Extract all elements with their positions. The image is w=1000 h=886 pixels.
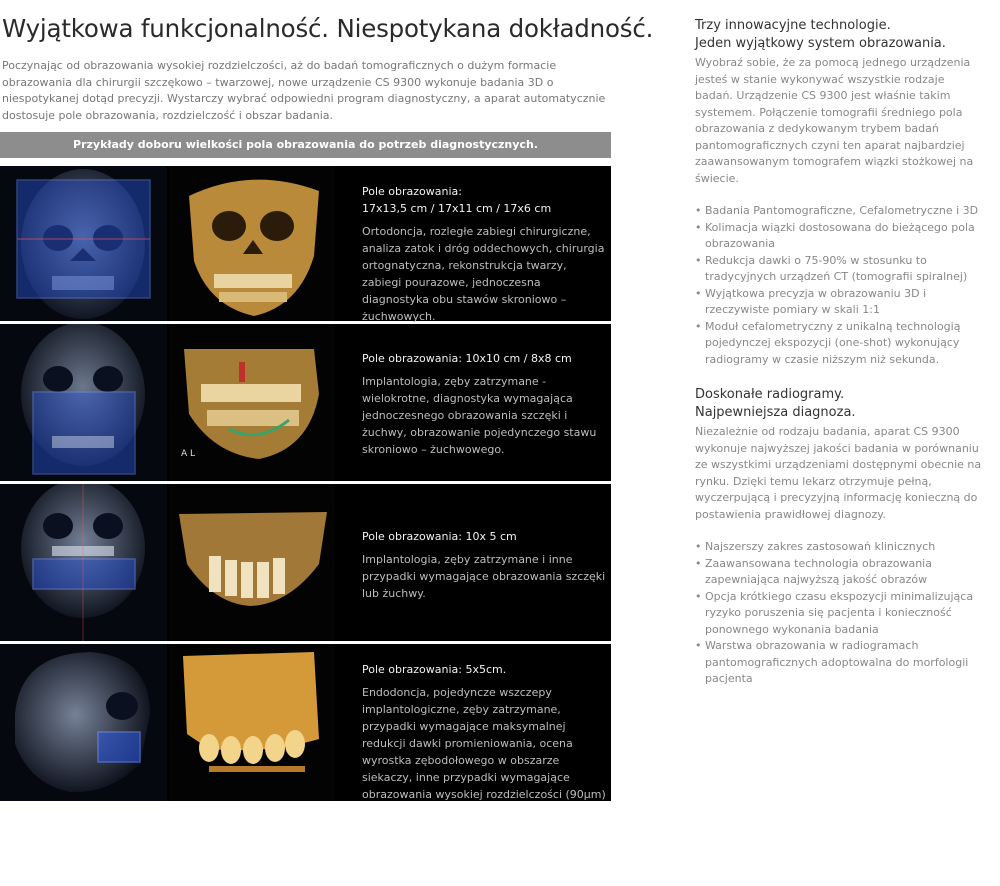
list-item: • Kolimacja wiązki dostosowana do bieżącego pola obrazowania <box>695 220 985 253</box>
feature-list <box>695 539 985 688</box>
intro-paragraph: Poczynając od obrazowania wysokiej rozdzielczości, aż do badań tomograficznych o dużym formacie obrazowania dla chirurgii szczękowo – twarzowej, nowe urządzenie CS 9300 wykonuje badania 3D o niespotykanej dotąd precyzji. Wystarczy wybrać odpowiedni program diagnostyczny, a aparat automatycznie dostosuje pole obrazowania, rozdzielczość i obszar badania. <box>2 59 606 122</box>
feature-list <box>695 203 985 368</box>
skull-jaw-fov-xray-image <box>0 484 167 641</box>
list-item: • Zaawansowana technologia obrazowania zapewniająca najwyższą jakość obrazów <box>695 556 985 589</box>
full-skull-xray-image <box>0 166 167 321</box>
example-text-1 <box>362 183 607 325</box>
heading-line-1: Doskonałe radiogramy. <box>695 387 845 402</box>
example-text-3 <box>362 528 607 602</box>
list-item: • Wyjątkowa precyzja w obrazowaniu 3D i rzeczywiste pomiary w skali 1:1 <box>695 286 985 319</box>
examples-banner: Przykłady doboru wielkości pola obrazowania do potrzeb diagnostycznych. <box>0 132 611 158</box>
heading-line-1: Trzy innowacyjne technologie. <box>695 18 891 33</box>
example-description: Ortodoncja, rozległe zabiegi chirurgiczne, analiza zatok i dróg oddechowych, chirurgia ortognatyczna, rekonstrukcja twarzy, zabiegi pourazowe, jednoczesna diagnostyka obu stawów skroniowo – żuchwowych. <box>362 225 605 323</box>
orientation-label: A L <box>181 449 196 459</box>
fov-value: 17x13,5 cm / 17x11 cm / 17x6 cm <box>362 202 552 215</box>
fov-label-line: Pole obrazowania: <box>362 185 462 198</box>
example-description: Implantologia, zęby zatrzymane i inne przypadki wymagające obrazowania szczęki lub żuchwy. <box>362 553 606 600</box>
3d-teeth-segment-render-image <box>169 644 335 801</box>
example-text-4 <box>362 661 607 803</box>
list-item: • Badania Pantomograficzne, Cefalometryczne i 3D <box>695 203 985 220</box>
list-item: • Najszerszy zakres zastosowań klinicznych <box>695 539 985 556</box>
example-description: Endodoncja, pojedyncze wszczepy implantologiczne, zęby zatrzymane, przypadki wymagające maksymalnej redukcji dawki promieniowania, ocena wyrostka zębodołowego w obszarze siekaczy, inne przypadki wymagające obrazowania wysokiej rozdzielczości (90µm) <box>362 686 606 801</box>
section-heading <box>695 17 985 53</box>
example-description: Implantologia, zęby zatrzymane - wielokrotne, diagnostyka wymagająca jednoczesnego obrazowania szczęki i żuchwy, obrazowanie pojedynczego stawu skroniowo – żuchwowego. <box>362 375 597 456</box>
skull-side-xray-image <box>0 644 167 801</box>
fov-label: Pole obrazowania: 5x5cm. <box>362 663 507 676</box>
3d-jaw-render-image <box>169 324 335 481</box>
section-paragraph: Wyobraź sobie, że za pomocą jednego urządzenia jesteś w stanie wykonywać wszystkie rodzaje badań. Urządzenie CS 9300 jest właśnie takim systemem. Połączenie tomografii średniego pola obrazowania z dedykowanym trybem badań pantomograficznych czyni ten aparat najbardziej zaawansowanym tomografem wiązki stożkowej na świecie. <box>695 56 974 185</box>
list-item: • Moduł cefalometryczny z unikalną technologią pojedynczej ekspozycji (one-shot) wykonujący radiogramy w czasie niższym niż sekunda. <box>695 319 985 369</box>
example-row-1 <box>0 166 611 321</box>
3d-maxilla-render-image <box>169 484 335 641</box>
fov-label <box>362 183 607 217</box>
example-row-3 <box>0 484 611 641</box>
sidebar-section-radiograms <box>695 386 985 688</box>
example-row-4 <box>0 644 611 801</box>
page-title: Wyjątkowa funkcjonalność. Niespotykana dokładność. <box>2 14 654 43</box>
sidebar-section-technologies <box>695 17 985 368</box>
heading-line-2: Najpewniejsza diagnoza. <box>695 405 856 420</box>
section-paragraph: Niezależnie od rodzaju badania, aparat CS 9300 wykonuje najwyższej jakości badania w porównaniu ze wszystkimi urządzeniami dostępnymi obecnie na rynku. Dzięki temu lekarz otrzymuje pełną, wyczerpującą i precyzyjną informację konieczną do postawienia prawidłowej diagnozy. <box>695 425 982 521</box>
list-item: • Opcja krótkiego czasu ekspozycji minimalizująca ryzyko poruszenia się pacjenta i konieczność ponownego wykonania badania <box>695 589 985 639</box>
3d-skull-render-image <box>169 166 335 321</box>
section-heading <box>695 386 985 422</box>
heading-line-2: Jeden wyjątkowy system obrazowania. <box>695 36 946 51</box>
fov-label: Pole obrazowania: 10x10 cm / 8x8 cm <box>362 352 572 365</box>
example-row-2 <box>0 324 611 481</box>
skull-medium-fov-xray-image <box>0 324 167 481</box>
example-text-2 <box>362 350 607 458</box>
list-item: • Warstwa obrazowania w radiogramach pantomograficznych adoptowalna do morfologii pacjenta <box>695 638 985 688</box>
fov-label: Pole obrazowania: 10x 5 cm <box>362 530 517 543</box>
list-item: • Redukcja dawki o 75-90% w stosunku to tradycyjnych urządzeń CT (tomografii spiralnej) <box>695 253 985 286</box>
